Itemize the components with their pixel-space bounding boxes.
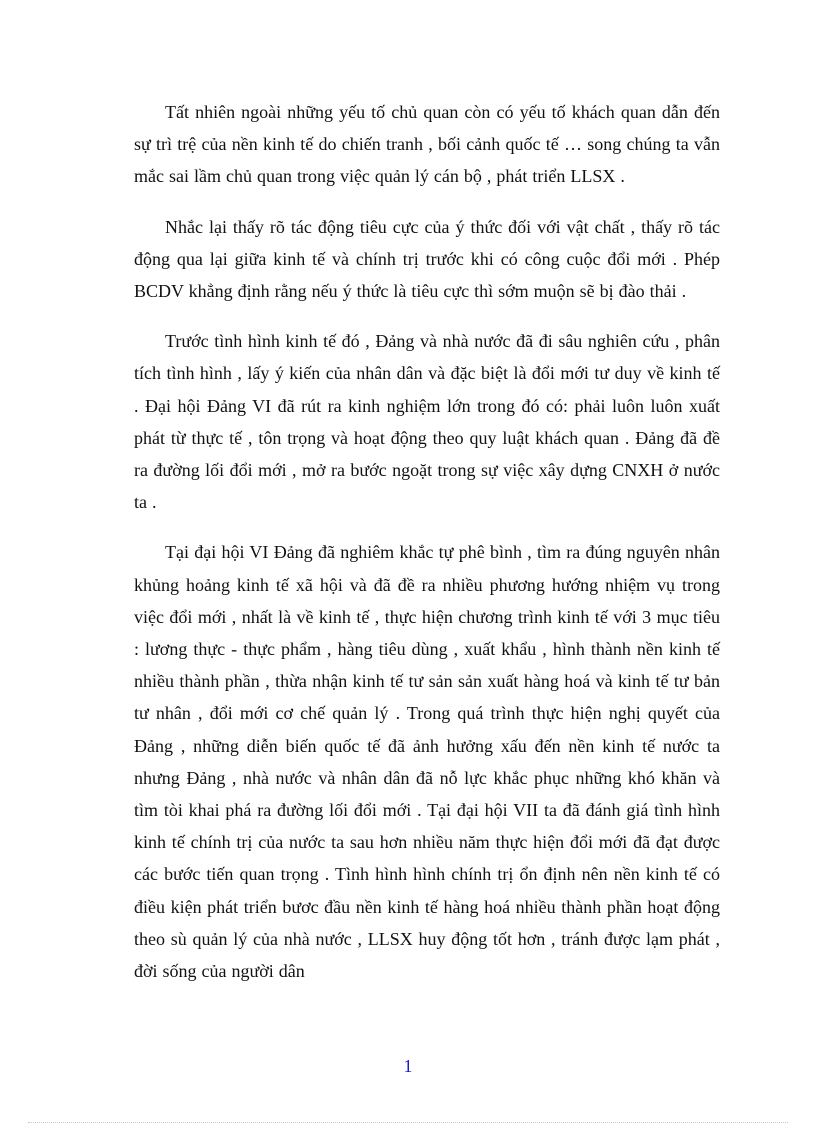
paragraph-3: Trước tình hình kinh tế đó , Đảng và nhà nước đã đi sâu nghiên cứu , phân tích tình hình , lấy ý kiến của nhân dân và đặc biệt là đổi mới tư duy về kinh tế . Đại hội Đảng VI đã rút ra kinh nghiệm lớn trong đó có: phải luôn luôn xuất phát từ thực tế , tôn trọng và hoạt động theo quy luật khách quan . Đảng đã đề ra đường lối đổi mới , mở ra bước ngoặt trong sự việc xây dựng CNXH ở nước ta . — [134, 331, 720, 513]
body-text — [134, 96, 720, 1005]
paragraph-2: Nhắc lại thấy rõ tác động tiêu cực của ý thức đối với vật chất , thấy rõ tác động qua lại giữa kinh tế và chính trị trước khi có công cuộc đổi mới . Phép BCDV khẳng định rằng nếu ý thức là tiêu cực thì sớm muộn sẽ bị đào thải . — [134, 216, 720, 302]
page-number: 1 — [403, 1056, 413, 1076]
paragraph-1: Tất nhiên ngoài những yếu tố chủ quan còn có yếu tố khách quan dẫn đến sự trì trệ của nền kinh tế do chiến tranh , bối cảnh quốc tế … song chúng ta vẫn mắc sai lầm chủ quan trong việc quản lý cán bộ , phát triển LLSX . — [134, 102, 720, 187]
paragraph-4: Tại đại hội VI Đảng đã nghiêm khắc tự phê bình , tìm ra đúng nguyên nhân khủng hoảng kinh tế xã hội và đã đề ra nhiều phương hướng nhiệm vụ trong việc đổi mới , nhất là về kinh tế , thực hiện chương trình kinh tế với 3 mục tiêu : lương thực - thực phẩm , hàng tiêu dùng , xuất khẩu , hình thành nền kinh tế nhiều thành phần , thừa nhận kinh tế tư sản sản xuất hàng hoá và kinh tế tư bản tư nhân , đổi mới cơ chế quản lý . Trong quá trình thực hiện nghị quyết của Đảng , những diễn biến quốc tế đã ảnh hưởng xấu đến nền kinh tế nước ta nhưng Đảng , nhà nước và nhân dân đã nỗ lực khắc phục những khó khăn và tìm tòi khai phá ra đường lối đổi mới . Tại đại hội VII ta đã đánh giá tình hình kinh tế chính trị của nước ta sau hơn nhiều năm thực hiện đổi mới đã đạt được các bước tiến quan trọng . Tình hình hình chính trị ổn định nên nền kinh tế có điều kiện phát triển bươc đầu nền kinh tế hàng hoá nhiều thành phần hoạt động theo sù quản lý của nhà nước , LLSX huy động tốt hơn , tránh được lạm phát , đời sống của người dân — [134, 542, 720, 982]
